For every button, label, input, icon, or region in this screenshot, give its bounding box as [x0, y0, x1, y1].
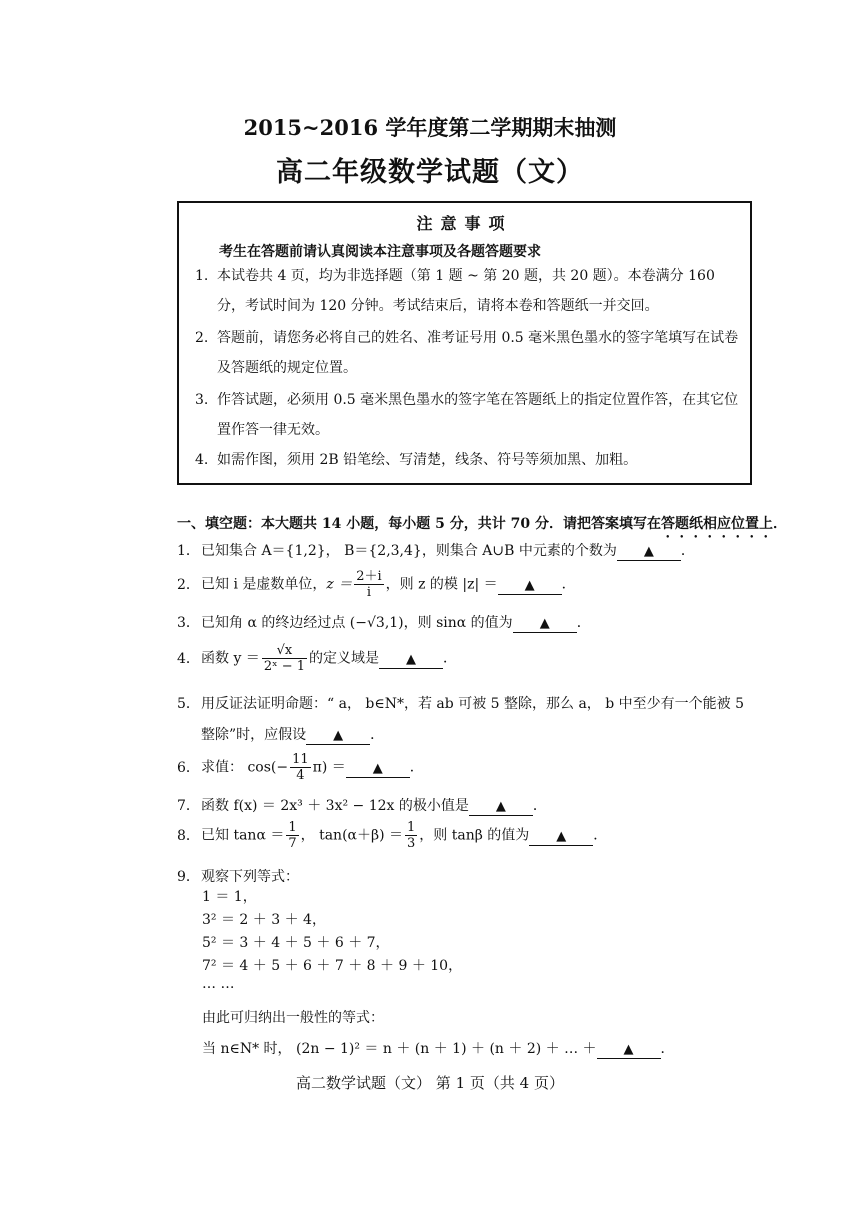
notice-item-text: 答题前，请您务必将自己的姓名、准考证号用 0.5 毫米黑色墨水的签字笔填写在试卷及答题纸的规定位置。	[217, 330, 739, 376]
question-number: 5．	[177, 696, 200, 712]
fraction-numerator: √x	[262, 643, 307, 659]
question-text-2: 的定义域是	[309, 650, 380, 667]
fraction	[354, 569, 383, 600]
notice-item-2	[195, 323, 745, 383]
fraction-numerator: 1	[407, 820, 416, 835]
section-heading	[177, 513, 787, 541]
question-number: 3．	[177, 615, 200, 631]
question-text: 当 n∈N* 时， (2n − 1)² ＝ n ＋ (n ＋ 1) ＋ (n ＋ 2) ＋ … ＋	[202, 1041, 597, 1057]
section-emphasis: 答题纸相应位置上	[660, 516, 773, 532]
notice-box	[177, 201, 752, 485]
notice-item-number: 4.	[195, 452, 209, 468]
exam-title: 2015~2016 学年度第二学期期末抽测	[243, 115, 617, 140]
question-text-2: ，则 z 的模 |z| ＝	[385, 576, 498, 593]
equation-summary: 由此可归纳出一般性的等式：	[202, 1010, 384, 1026]
question-5-continued	[201, 724, 384, 745]
question-number: 4．	[177, 650, 200, 667]
question-9	[177, 866, 299, 886]
exam-subtitle: 高二年级数学试题（文）	[276, 157, 584, 188]
question-text: 已知 i 是虚数单位，	[201, 576, 327, 593]
question-number: 8．	[177, 827, 200, 844]
question-number: 9．	[177, 869, 200, 885]
question-end: ．	[443, 650, 458, 667]
equation-line: 5² ＝ 3 ＋ 4 ＋ 5 ＋ 6 ＋ 7，	[202, 935, 390, 951]
question-end: ．	[576, 615, 591, 631]
notice-intro: 考生在答题前请认真阅读本注意事项及各题答题要求	[219, 244, 541, 260]
question-text: 求值： cos(−	[201, 759, 289, 776]
question-number: 2．	[177, 576, 200, 593]
question-text-2: ， tan(α＋β) ＝	[300, 827, 403, 844]
fraction-numerator: 11	[292, 752, 309, 767]
page-footer: 高二数学试题（文） 第 1 页（共 4 页）	[296, 1074, 564, 1092]
question-text-2: 整除”时，应假设	[201, 727, 307, 743]
fraction-denominator: 4	[296, 768, 305, 783]
answer-blank: ▲	[529, 829, 593, 846]
question-end: ．	[370, 727, 385, 743]
fraction-denominator: 7	[288, 836, 297, 851]
question-number: 6．	[177, 759, 200, 776]
notice-item-4	[195, 445, 745, 475]
question-end: ．	[561, 576, 576, 593]
question-end: ．	[593, 827, 608, 844]
fraction	[405, 820, 417, 851]
question-text: 已知角 α 的终边经过点 (−√3,1)，则 sinα 的值为	[201, 615, 513, 631]
question-8	[177, 820, 607, 851]
question-6	[177, 752, 424, 783]
question-text: 已知 tanα ＝	[201, 827, 285, 844]
answer-blank: ▲	[346, 761, 410, 778]
question-text: 用反证法证明命题：“ a， b∈N*，若 ab 可被 5 整除，那么 a， b 中至少有一个能被 5	[201, 696, 745, 712]
question-end: ．	[680, 543, 695, 559]
answer-blank: ▲	[617, 544, 681, 561]
answer-blank: ▲	[379, 652, 443, 669]
notice-item-number: 3.	[195, 392, 209, 408]
section-label: 一、填空题：本大题共 14 小题，每小题 5 分，共计 70 分．请把答案填写在	[177, 516, 661, 532]
fraction	[290, 752, 311, 783]
notice-item-text: 作答试题，必须用 0.5 毫米黑色墨水的签字笔在答题纸上的指定位置作答，在其它位置作答一律无效。	[217, 392, 739, 438]
question-1	[177, 540, 695, 561]
question-number: 1．	[177, 543, 200, 559]
section-end: ．	[772, 516, 787, 532]
question-text-3: ，则 tanβ 的值为	[419, 827, 530, 844]
question-4	[177, 643, 457, 674]
equation-line: 1 ＝ 1，	[202, 889, 257, 905]
answer-blank: ▲	[597, 1042, 661, 1059]
equation-line: 7² ＝ 4 ＋ 5 ＋ 6 ＋ 7 ＋ 8 ＋ 9 ＋ 10，	[202, 958, 463, 974]
question-text: 观察下列等式：	[201, 869, 299, 885]
question-var: z ＝	[326, 576, 353, 593]
answer-blank: ▲	[498, 578, 562, 595]
fraction-denominator: i	[366, 585, 372, 600]
notice-heading: 注意事项	[416, 214, 513, 233]
question-2	[177, 569, 576, 600]
fraction-denominator: 3	[407, 836, 416, 851]
answer-blank: ▲	[469, 799, 533, 816]
question-5	[177, 693, 744, 713]
question-9-final	[202, 1038, 675, 1059]
notice-item-number: 2.	[195, 330, 209, 346]
fraction	[262, 643, 307, 674]
question-end: ．	[660, 1041, 675, 1057]
notice-item-1	[195, 261, 745, 321]
fraction-numerator: 1	[288, 820, 297, 835]
question-text: 函数 f(x) ＝ 2x³ ＋ 3x² − 12x 的极小值是	[201, 798, 469, 814]
answer-blank: ▲	[513, 616, 577, 633]
question-text: 函数 y ＝	[201, 650, 260, 667]
notice-item-number: 1.	[195, 268, 209, 284]
fraction-denominator: 2ˣ − 1	[263, 659, 306, 674]
equation-line: … …	[202, 976, 235, 992]
question-text: 已知集合 A＝{1,2}， B＝{2,3,4}，则集合 A∪B 中元素的个数为	[201, 543, 617, 559]
question-3	[177, 612, 591, 633]
question-end: ．	[409, 759, 424, 776]
question-7	[177, 795, 547, 816]
answer-blank: ▲	[306, 728, 370, 745]
question-number: 7．	[177, 798, 200, 814]
question-text-2: π) ＝	[312, 759, 346, 776]
notice-item-text: 本试卷共 4 页，均为非选择题（第 1 题 ~ 第 20 题，共 20 题）。本卷满分 160 分，考试时间为 120 分钟。考试结束后，请将本卷和答题纸一并交回。	[217, 268, 715, 314]
question-end: ．	[532, 798, 547, 814]
notice-item-text: 如需作图，须用 2B 铅笔绘、写清楚，线条、符号等须加黑、加粗。	[217, 452, 638, 468]
notice-item-3	[195, 385, 745, 445]
fraction-numerator: 2＋i	[356, 569, 382, 584]
equation-line: 3² ＝ 2 ＋ 3 ＋ 4，	[202, 912, 326, 928]
fraction	[286, 820, 298, 851]
